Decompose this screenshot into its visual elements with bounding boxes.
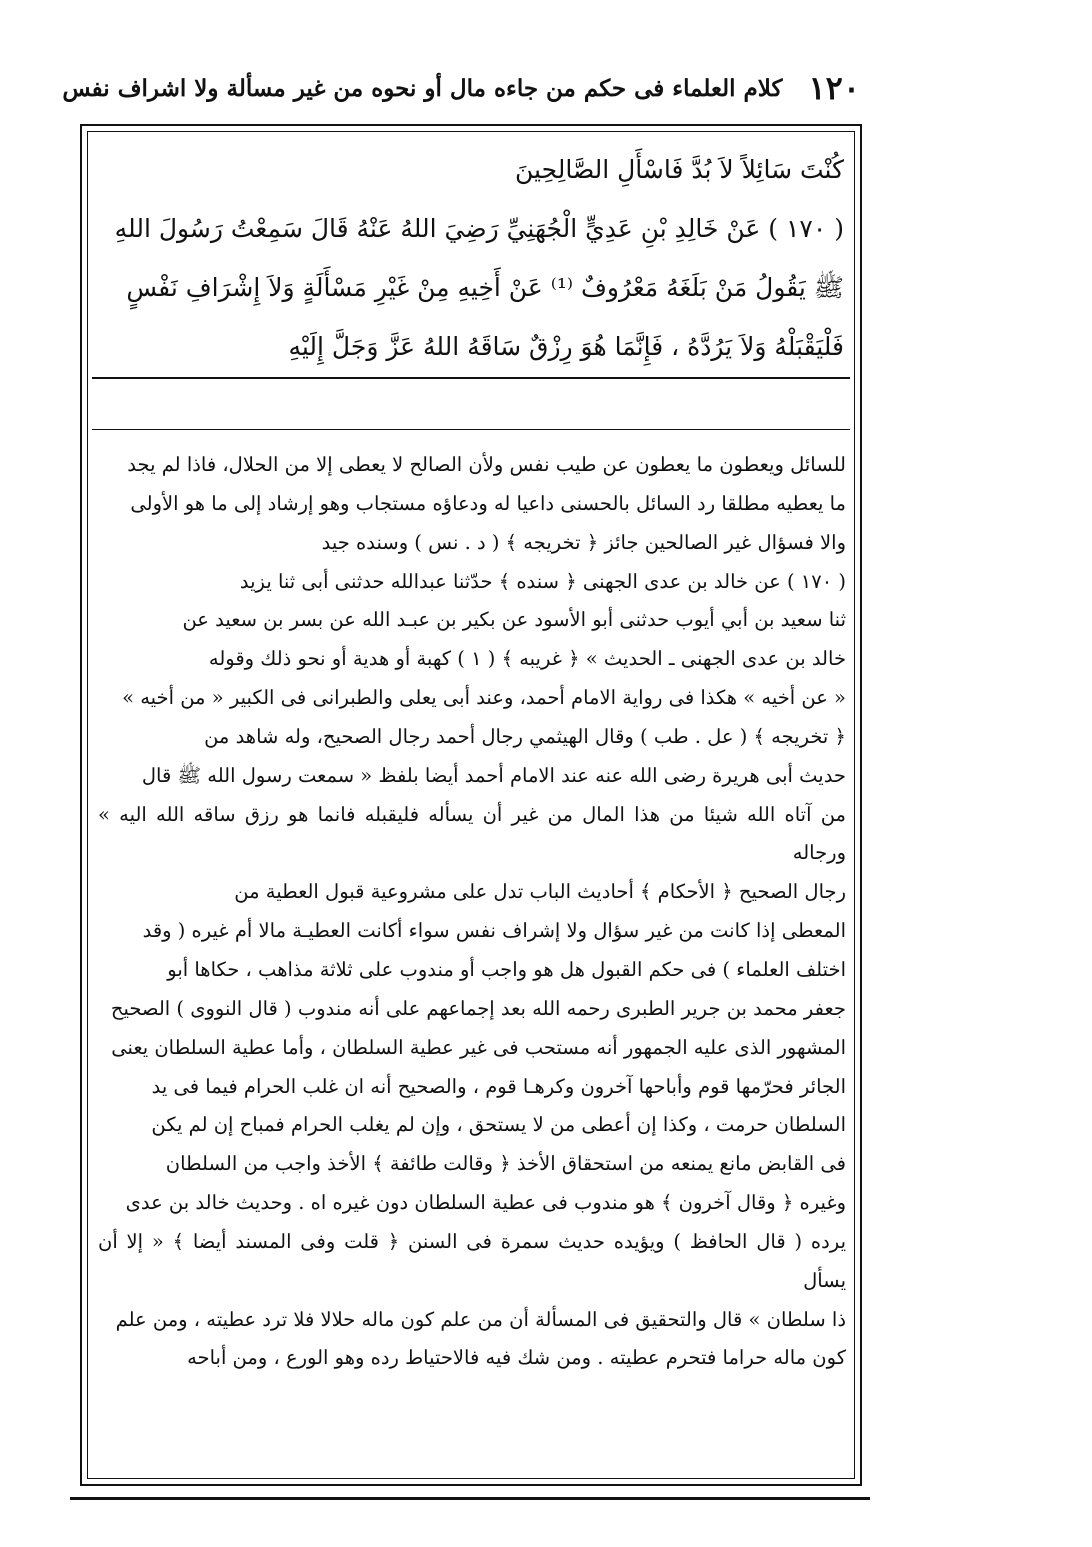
commentary-line: جعفر محمد بن جرير الطبرى رحمه الله بعد إجماعهم على أنه مندوب ( قال النووى ) الصحيح bbox=[110, 996, 846, 1020]
commentary-line: خالد بن عدى الجهنى ـ الحديث » ﴿ غريبه ﴾ ( ١ ) كهبة أو هدية أو نحو ذلك وقوله bbox=[208, 647, 846, 671]
commentary-text bbox=[98, 446, 846, 1378]
matn-line: ( ١٧٠ ) عَنْ خَالِدِ بْنِ عَدِيٍّ الْجُهَنِيِّ رَضِيَ اللهُ عَنْهُ قَالَ سَمِعْتُ رَسُولَ اللهِ bbox=[114, 214, 844, 243]
commentary-line: ( ١٧٠ ) عن خالد بن عدى الجهنى ﴿ سنده ﴾ حدّثنا عبدالله حدثنى أبى ثنا يزيد bbox=[239, 569, 846, 593]
section-divider-thin bbox=[92, 429, 850, 430]
commentary-line: ذا سلطان » قال والتحقيق فى المسألة أن من علم كون ماله حلالا فلا ترد عطيته ، ومن علم bbox=[115, 1307, 846, 1331]
commentary-line: يرده ( قال الحافظ ) ويؤيده حديث سمرة فى السنن ﴿ قلت وفى المسند أيضا ﴾ « إلا أن يسأل bbox=[98, 1229, 846, 1292]
hadith-text bbox=[100, 140, 844, 376]
commentary-line: للسائل ويعطون ما يعطون عن طيب نفس ولأن الصالح لا يعطى إلا من الحلال، فاذا لم يجد bbox=[127, 453, 846, 476]
commentary-line: ثنا سعيد بن أبي أيوب حدثنى أبو الأسود عن بكير بن عبـد الله عن بسر بن سعيد عن bbox=[182, 608, 846, 632]
matn-line: كُنْتَ سَائِلاً لاَ بُدَّ فَاسْأَلِ الصَّالِحِينَ bbox=[515, 155, 844, 184]
running-title: كلام العلماء فى حكم من جاءه مال أو نحوه من غير مسألة ولا اشراف نفس bbox=[62, 74, 783, 102]
section-divider bbox=[92, 377, 850, 379]
page-header bbox=[62, 62, 860, 114]
commentary-line: من آتاه الله شيئا من هذا المال من غير أن يسأله فليقبله فانما هو رزق ساقه الله اليه » ورجاله bbox=[98, 802, 846, 865]
commentary-line: اختلف العلماء ) فى حكم القبول هل هو واجب أو مندوب على ثلاثة مذاهب ، حكاها أبو bbox=[167, 957, 846, 981]
commentary-line: « عن أخيه » هكذا فى رواية الامام أحمد، وعند أبى يعلى والطبرانى فى الكبير « من أخيه » bbox=[122, 686, 846, 710]
commentary-line: كون ماله حراما فتحرم عطيته . ومن شك فيه فالاحتياط رده وهو الورع ، ومن أباحه bbox=[187, 1346, 846, 1370]
matn-line: ﷺ يَقُولُ مَنْ بَلَغَهُ مَعْرُوفٌ ⁽¹⁾ عَنْ أَخِيهِ مِنْ غَيْرِ مَسْأَلَةٍ وَلاَ إِشْرَافِ نَفْسٍ bbox=[126, 273, 844, 302]
commentary-line: ما يعطيه مطلقا رد السائل بالحسنى داعيا له ودعاؤه مستجاب وهو إرشاد إلى ما هو الأولى bbox=[130, 491, 846, 515]
commentary-line: ﴿ تخريجه ﴾ ( عل . طب ) وقال الهيثمي رجال أحمد رجال الصحيح، وله شاهد من bbox=[204, 724, 846, 748]
bottom-rule bbox=[70, 1497, 870, 1500]
page-number: ١٢٠ bbox=[808, 69, 860, 107]
matn-line: فَلْيَقْبَلْهُ وَلاَ يَرُدَّهُ ، فَإِنَّمَا هُوَ رِزْقٌ سَاقَهُ اللهُ عَزَّ وَجَلَّ إِلَيْهِ bbox=[288, 332, 844, 361]
commentary-line: حديث أبى هريرة رضى الله عنه عند الامام أحمد أيضا بلفظ « سمعت رسول الله ﷺ قال bbox=[141, 763, 846, 787]
commentary-line: وغيره ﴿ وقال آخرون ﴾ هو مندوب فى عطية السلطان دون غيره اه . وحديث خالد بن عدى bbox=[125, 1191, 846, 1215]
commentary-line: رجال الصحيح ﴿ الأحكام ﴾ أحاديث الباب تدل على مشروعية قبول العطية من bbox=[234, 880, 846, 904]
commentary-line: السلطان حرمت ، وكذا إن أعطى من لا يستحق ، وإن لم يغلب الحرام فمباح إن لم يكن bbox=[151, 1113, 846, 1137]
commentary-line: المشهور الذى عليه الجمهور أنه مستحب فى غير عطية السلطان ، وأما عطية السلطان يعنى bbox=[111, 1035, 846, 1059]
commentary-line: فى القابض مانع يمنعه من استحقاق الأخذ ﴿ وقالت طائفة ﴾ الأخذ واجب من السلطان bbox=[165, 1152, 846, 1176]
commentary-line: الجائر فحرّمها قوم وأباحها آخرون وكرهـا قوم ، والصحيح أنه ان غلب الحرام فيما فى يد bbox=[151, 1074, 846, 1098]
commentary-line: المعطى إذا كانت من غير سؤال ولا إشراف نفس سواء أكانت العطيـة مالا أم غيره ( وقد bbox=[142, 919, 846, 943]
commentary-line: والا فسؤال غير الصالحين جائز ﴿ تخريجه ﴾ ( د . نس ) وسنده جيد bbox=[321, 530, 846, 554]
